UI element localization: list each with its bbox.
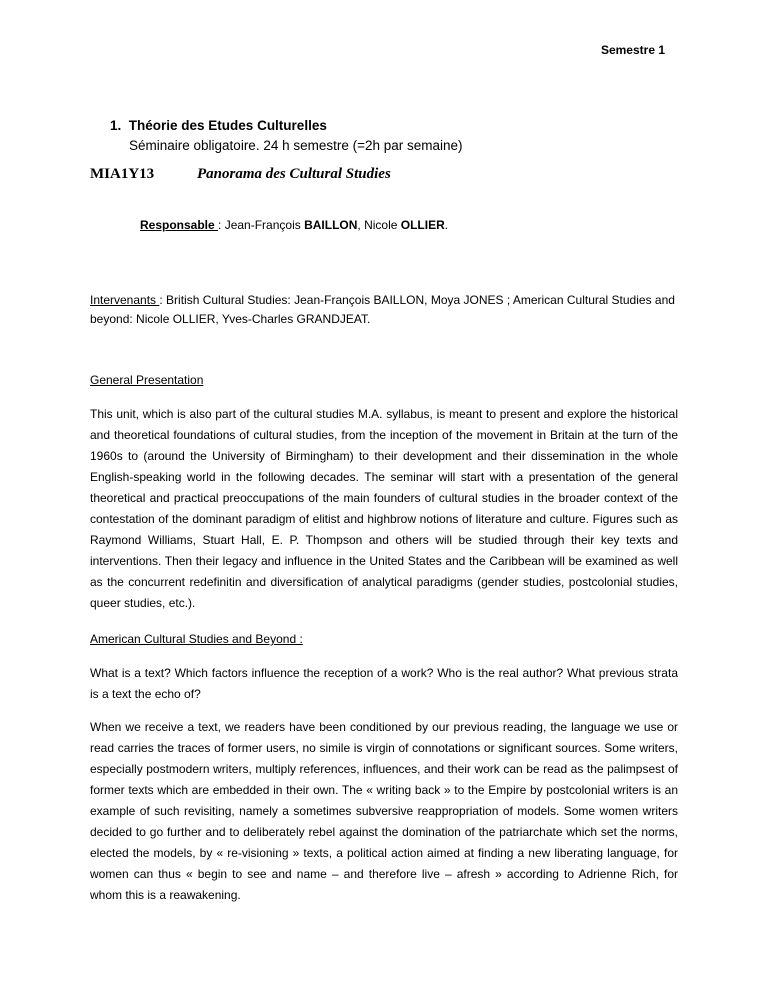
section-subtitle: Séminaire obligatoire. 24 h semestre (=2h par semaine) [129,138,463,153]
responsable-sep: : Jean-François [218,218,305,232]
general-presentation-paragraph: This unit, which is also part of the cultural studies M.A. syllabus, is meant to present and explore the historical and theoretical foundations of cultural studies, from the inception of the movement in Britain at the turn of the 1960s to (around the University of Birmingham) to their development and their dissemination in the whole English-speaking world in the following decades. The seminar will start with a presentation of the general theoretical and practical preoccupations of the main founders of cultural studies in the broader context of the contestation of the dominant paradigm of elitist and highbrow notions of literature and culture. Figures such as Raymond Williams, Stuart Hall, E. P. Thompson and others will be studied through their key texts and interventions. Then their legacy and influence in the United States and the Caribbean will be examined as well as the concurrent redefinitin and diversification of analytical paradigms (gender studies, postcolonial studies, queer studies, etc.). [90,407,678,610]
responsable-end: . [444,218,449,232]
section-number: 1. [110,118,122,133]
responsable-line [140,218,448,232]
responsable-label: Responsable [140,218,219,232]
american-paragraph-1: What is a text? Which factors influence the reception of a work? Who is the real author? What previous strata is a text the echo of? [90,666,678,701]
general-presentation-section [90,370,678,614]
semester-header: Semestre 1 [600,43,665,57]
section-heading [110,116,463,156]
course-code: MIA1Y13 [90,166,155,182]
course-title: Panorama des Cultural Studies [197,166,391,182]
american-paragraph-2: When we receive a text, we readers have been conditioned by our previous reading, the language we use or read carries the traces of former users, no simile is virgin of connotations or significant sources. Some writers, especially postmodern writers, multiply references, influences, and their work can be read as the palimpsest of former texts which are embedded in their own. The « writing back » to the Empire by postcolonial writers is an example of such revisiting, namely a sometimes subversive reappropriation of models. Some women writers decided to go further and to deliberately rebel against the domination of the patriarchate which set the norms, elected the models, by « re-visioning » texts, a political action aimed at finding a new liberating language, for women can thus « begin to see and name – and therefore live – afresh » according to Adrienne Rich, for whom this is a reawakening. [90,720,678,902]
course-row [90,166,391,183]
responsable-name1: BAILLON [304,218,358,232]
responsable-name2: OLLIER [400,218,445,232]
section-title-line [110,116,463,136]
american-cultural-studies-heading: American Cultural Studies and Beyond : [90,632,303,646]
intervenants-text: : British Cultural Studies: Jean-François BAILLON, Moya JONES ; American Cultural Studies and beyond: Nicole OLLIER, Yves-Charles GRANDJEAT. [90,293,675,326]
intervenants-label: Intervenants [90,293,160,307]
responsable-mid: , Nicole [357,218,401,232]
intervenants-block [90,291,680,329]
section-title: Théorie des Etudes Culturelles [128,118,327,133]
american-cultural-studies-section [90,629,678,906]
general-presentation-heading: General Presentation [90,373,204,387]
